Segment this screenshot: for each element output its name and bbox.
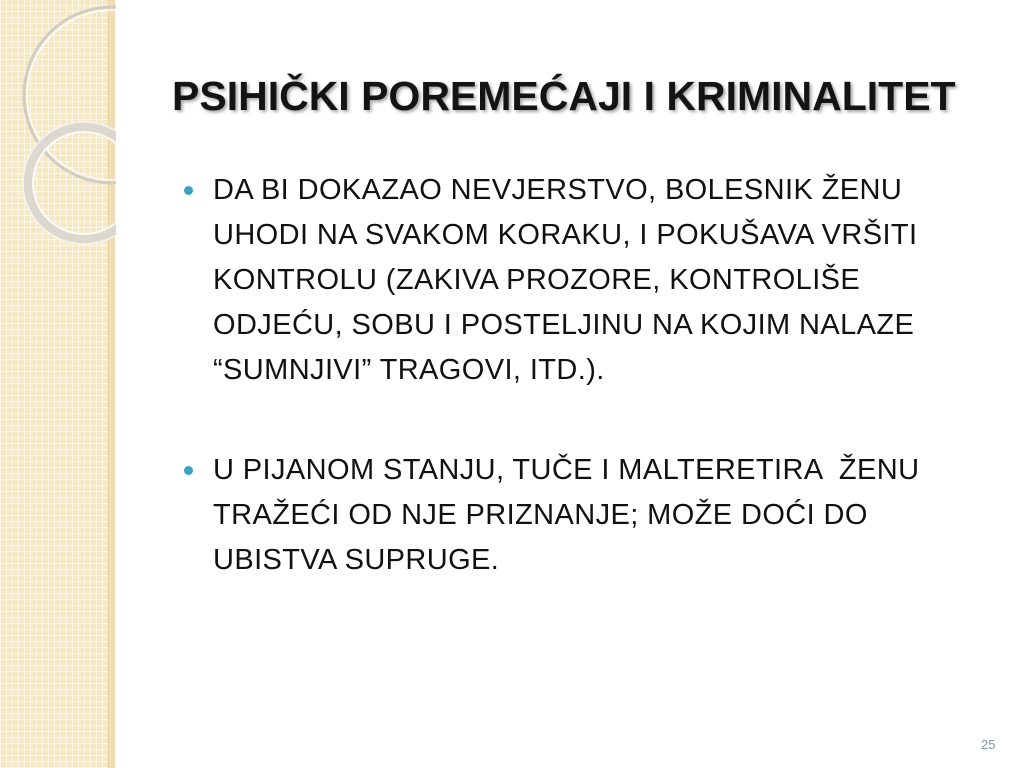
bullet-text-line: DA BI DOKAZAO NEVJERSTVO, BOLESNIK ŽENU (213, 174, 903, 206)
bullet-list (213, 168, 919, 583)
bullet-text-line: “SUMNJIVI” TRAGOVI, ITD.). (213, 354, 605, 386)
bullet-text-line: UBISTVA SUPRUGE. (213, 544, 500, 576)
bullet-dot-icon (184, 466, 193, 475)
bullet-text-line: U PIJANOM STANJU, TUČE I MALTERETIRA ŽENU (213, 454, 920, 486)
bullet-text-line: ODJEĆU, SOBU I POSTELJINU NA KOJIM NALAZE (213, 309, 915, 341)
bullet-item (213, 448, 919, 583)
bullet-dot-icon (184, 186, 193, 195)
bullet-item (213, 168, 919, 393)
bullet-text-line: KONTROLU (ZAKIVA PROZORE, KONTROLIŠE (213, 264, 861, 296)
bullet-text-line: TRAŽEĆI OD NJE PRIZNANJE; MOŽE DOĆI DO (213, 499, 868, 531)
decorative-rings (0, 0, 116, 270)
bullet-text-line: UHODI NA SVAKOM KORAKU, I POKUŠAVA VRŠITI (213, 219, 918, 251)
page-number: 25 (981, 737, 996, 752)
slide-title: PSIHIČKI POREMEĆAJI I KRIMINALITET (172, 73, 956, 119)
